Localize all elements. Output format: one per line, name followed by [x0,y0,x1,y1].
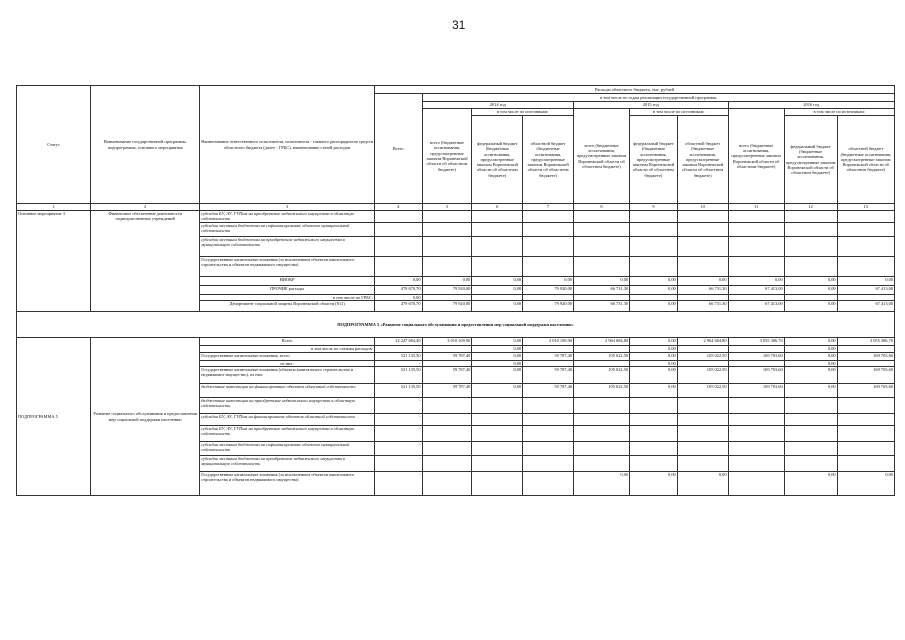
header-2014-sources: в том числе по источникам: [472,109,574,116]
value-cell [728,397,784,413]
value-cell [728,223,784,237]
value-cell: 105 022,50 [573,352,629,360]
header-2014-federal: федеральный бюджет (бюджетные ассигнования, предусмотренные законом Воронежской области об областном бюджете) [472,116,523,204]
value-cell [728,425,784,441]
header-2016-federal: федеральный бюджет (бюджетные ассигнования, предусмотренные законом Воронежской области об областном бюджете) [784,116,837,204]
value-cell: 0,00 [472,277,523,286]
value-cell: 0,00 [630,277,678,286]
value-cell [837,441,894,455]
value-cell: 0,00 [422,277,472,286]
value-cell [472,413,523,425]
value-cell [784,211,837,223]
value-cell [374,211,422,223]
value-cell: 0,00 [472,346,523,352]
value-cell: 0,00 [784,366,837,383]
value-cell: 0,00 [472,286,523,295]
value-cell [837,211,894,223]
value-cell: 0,00 [630,471,678,495]
header-program-name: Наименование государственной программы, подпрограммы, основного мероприятия [91,86,200,204]
row-label: бюджетные инвестиции на приобретение недвижимого имущества в областную собственность [200,397,375,413]
value-cell: 521 135,50 [374,366,422,383]
value-cell: 59 787,40 [523,383,574,397]
value-cell: 0,00 [784,338,837,346]
value-cell [374,257,422,277]
value-cell: 0,00 [784,471,837,495]
value-cell [784,257,837,277]
value-cell [837,425,894,441]
row-label: в том числе по ГРБС: [200,295,375,301]
value-cell [472,425,523,441]
value-cell [573,223,629,237]
value-cell: 479 670,70 [374,286,422,295]
value-cell [784,223,837,237]
value-cell: 169 703,60 [837,383,894,397]
value-cell [630,413,678,425]
value-cell: 0,00 [472,383,523,397]
value-cell: 521 135,50 [374,383,422,397]
value-cell: 59 787,40 [422,366,472,383]
value-cell: 67 413,00 [837,286,894,295]
value-cell: 105 022,50 [677,366,728,383]
value-cell: 169 703,60 [728,352,784,360]
value-cell: 521 135,50 [374,352,422,360]
row-label: Государственные капитальные вложения, всего [200,352,375,360]
row-label: Государственные капитальные вложения (за исключением объектов капитального строительства и объектов недвижимого имущества) [200,471,375,495]
value-cell: 0,00 [837,277,894,286]
value-cell [422,455,472,471]
value-cell [472,471,523,495]
row-label: субсидии местным бюджетам на приобретение недвижимого имущества в муниципальную собственность [200,237,375,257]
value-cell: - [374,413,422,425]
value-cell [422,211,472,223]
value-cell: 3 055 386,70 [728,338,784,346]
value-cell: 0,00 [573,277,629,286]
header-2015-federal: федеральный бюджет (бюджетные ассигнования, предусмотренные законом Воронежской области об областном бюджете) [630,116,678,204]
value-cell [472,237,523,257]
value-cell [422,257,472,277]
row-label: ПРОЧИЕ расходы [200,286,375,295]
value-cell: 0,00 [630,360,678,366]
value-cell [422,223,472,237]
value-cell [784,455,837,471]
column-number: 2 [91,204,200,211]
value-cell [523,237,574,257]
value-cell [472,441,523,455]
value-cell [837,223,894,237]
value-cell: 0,00 [630,352,678,360]
budget-table [16,85,895,496]
value-cell [784,413,837,425]
value-cell: 66 731,30 [677,301,728,312]
value-cell: 0,00 [472,360,523,366]
table-row [17,338,895,346]
value-cell [472,397,523,413]
value-cell [422,237,472,257]
value-cell: - [374,471,422,495]
value-cell [472,223,523,237]
row-label: субсидии местным бюджетам на приобретение недвижимого имущества в муниципальную собственность [200,455,375,471]
header-2015-all: всего (бюджетные ассигнования, предусмотренные законом Воронежской области об областном бюджете) [573,109,629,204]
value-cell: 0,00 [630,383,678,397]
value-cell: 0,00 [784,301,837,312]
value-cell [630,223,678,237]
value-cell: - [374,397,422,413]
header-2016-all: всего (бюджетные ассигнования, предусмотренные законом Воронежской области об областном бюджете) [728,109,784,204]
value-cell: 0,00 [630,338,678,346]
value-cell: 59 787,40 [523,366,574,383]
value-cell [472,455,523,471]
header-executor-name: Наименование ответственного исполнителя, исполнителя - главного распорядителя средств областного бюджета (далее - ГРБС), наименование статей расходов [200,86,375,204]
value-cell: 0,00 [630,346,678,352]
value-cell [422,397,472,413]
header-year-2016: 2016 год [728,102,894,109]
header-2015-regional: областной бюджет (бюджетные ассигнования, предусмотренные законом Воронежской области об областном бюджете) [677,116,728,204]
row-label: Всего [200,338,375,346]
header-2014-regional: областной бюджет (бюджетные ассигнования, предусмотренные законом Воронежской области об областном бюджете) [523,116,574,204]
value-cell: 0,00 [630,301,678,312]
value-cell [523,455,574,471]
value-cell: 0,00 [784,277,837,286]
column-number: 6 [472,204,523,211]
column-number: 9 [630,204,678,211]
value-cell [630,455,678,471]
value-cell [728,471,784,495]
header-2016-regional: областной бюджет (бюджетные ассигнования, предусмотренные законом Воронежской области об областном бюджете) [837,116,894,204]
column-number: 12 [784,204,837,211]
value-cell: 67 413,00 [837,301,894,312]
value-cell [728,237,784,257]
value-cell [422,425,472,441]
column-number: 13 [837,204,894,211]
value-cell [630,257,678,277]
value-cell [630,237,678,257]
value-cell: 0,00 [630,286,678,295]
subprogram-title-row [17,312,895,338]
value-cell: 22 247 684,40 [374,338,422,346]
value-cell [472,257,523,277]
value-cell: 2 964 684,80 [573,338,629,346]
value-cell [422,441,472,455]
value-cell [523,471,574,495]
value-cell [523,425,574,441]
value-cell [573,397,629,413]
row-label: субсидии БУ, АУ, ГУПам на приобретение недвижимого имущества в областную собственность [200,425,375,441]
column-number: 4 [374,204,422,211]
header-year-2015: 2015 год [573,102,728,109]
value-cell [728,413,784,425]
value-cell: 79 920,00 [523,301,574,312]
row-label: субсидии местным бюджетам на софинансирование объектов муниципальной собственности [200,223,375,237]
value-cell [630,441,678,455]
value-cell [523,223,574,237]
value-cell [523,211,574,223]
value-cell: 105 022,50 [573,383,629,397]
row-label: из них: [200,360,375,366]
header-by-years: в том числе по годам реализации государственной программы [422,94,894,102]
value-cell [728,441,784,455]
value-cell [573,237,629,257]
program-name-cell: Финансовое обеспечение деятельности подведомственных учреждений [91,211,200,312]
value-cell [728,211,784,223]
header-expenses-title: Расходы областного бюджета, тыс. рублей [374,86,894,94]
value-cell [677,441,728,455]
value-cell: - [374,360,422,366]
column-number: 1 [17,204,91,211]
value-cell: 59 787,40 [422,352,472,360]
value-cell [573,455,629,471]
value-cell: 0,00 [472,352,523,360]
header-2016-sources: в том числе по источникам: [784,109,894,116]
value-cell [677,413,728,425]
value-cell: 3 010 109,90 [523,338,574,346]
column-number: 11 [728,204,784,211]
value-cell: 3 055 386,70 [837,338,894,346]
value-cell [677,237,728,257]
value-cell [523,413,574,425]
value-cell [677,455,728,471]
row-label: Департамент социальной защиты Воронежской области (811) [200,301,375,312]
row-label: бюджетные инвестиции на финансирование объектов областной собственности [200,383,375,397]
value-cell [523,257,574,277]
value-cell [784,441,837,455]
subprogram-title: ПОДПРОГРАММА 5 «Развитие социального обслуживания и предоставления мер социальной поддержки населению» [17,312,895,338]
value-cell [472,211,523,223]
row-label: субсидии местным бюджетам на софинансирование объектов муниципальной собственности [200,441,375,455]
value-cell: 479 670,70 [374,301,422,312]
value-cell [728,257,784,277]
value-cell [837,397,894,413]
value-cell [523,441,574,455]
value-cell [630,397,678,413]
value-cell: 59 787,40 [422,383,472,397]
value-cell: 3 010 109,90 [422,338,472,346]
value-cell: 0,00 [523,277,574,286]
status-cell: ПОДПРОГРАММА 5 [17,338,91,496]
row-label: в том числе по статьям расходов: [200,346,375,352]
value-cell [677,257,728,277]
value-cell [837,237,894,257]
value-cell: 67 413,00 [728,286,784,295]
value-cell: - [374,441,422,455]
value-cell: 105 022,50 [677,383,728,397]
row-label: субсидии БУ, АУ, ГУПам на приобретение недвижимого имущества в областную собственность [200,211,375,223]
column-number: 5 [422,204,472,211]
value-cell: 169 703,60 [728,366,784,383]
value-cell [573,413,629,425]
page-number: 31 [452,18,466,32]
value-cell: 0,00 [784,383,837,397]
value-cell: 0,00 [677,277,728,286]
value-cell: 0,00 [573,471,629,495]
row-label: субсидии БУ, АУ, ГУПам на финансирование объектов областной собственности [200,413,375,425]
value-cell: 169 703,60 [837,352,894,360]
value-cell: 0,00 [472,366,523,383]
value-cell: 169 703,60 [728,383,784,397]
value-cell: 0,00 [728,277,784,286]
value-cell [573,257,629,277]
value-cell [630,425,678,441]
value-cell: 67 413,00 [728,301,784,312]
value-cell: 105 022,50 [677,352,728,360]
value-cell: 0,00 [374,295,422,301]
value-cell [422,471,472,495]
value-cell [837,413,894,425]
row-label: Государственные капитальные вложения (объекты капитального строительства и недвижимое имущество), из них: [200,366,375,383]
program-name-cell: Развитие социального обслуживания и предоставления мер социальной поддержки населению [91,338,200,496]
status-cell: Основное мероприятие 3 [17,211,91,312]
value-cell: 2 964 684,80 [677,338,728,346]
column-number: 10 [677,204,728,211]
value-cell: 0,00 [837,471,894,495]
value-cell: 0,00 [630,366,678,383]
value-cell: 0,00 [677,471,728,495]
value-cell [677,211,728,223]
value-cell: 0,00 [472,301,523,312]
header-2015-sources: в том числе по источникам: [630,109,728,116]
value-cell: 0,00 [784,346,837,352]
value-cell [630,211,678,223]
value-cell [837,257,894,277]
row-label: НИОКР [200,277,375,286]
value-cell: 0,00 [472,338,523,346]
value-cell [677,223,728,237]
value-cell: 0,00 [784,352,837,360]
value-cell: 0,00 [784,360,837,366]
column-number: 7 [523,204,574,211]
row-label: Государственные капитальные вложения (за исключением объектов капитального строительства и объектов недвижимого имущества) [200,257,375,277]
value-cell [728,455,784,471]
header-2014-all: всего (бюджетные ассигнования, предусмотренные законом Воронежской области об областном бюджете) [422,109,472,204]
value-cell: 59 787,40 [523,352,574,360]
value-cell: 105 022,50 [573,366,629,383]
header-year-2014: 2014 год [422,102,573,109]
value-cell [784,425,837,441]
table-row [17,211,895,223]
value-cell [422,413,472,425]
value-cell [573,425,629,441]
value-cell [784,237,837,257]
value-cell [374,223,422,237]
column-number: 3 [200,204,375,211]
value-cell [677,397,728,413]
value-cell [573,441,629,455]
value-cell: 79 920,00 [523,286,574,295]
value-cell [573,211,629,223]
column-number: 8 [573,204,629,211]
value-cell: - [374,425,422,441]
value-cell [784,397,837,413]
header-status: Статус [17,86,91,204]
value-cell: 66 731,30 [677,286,728,295]
value-cell [523,397,574,413]
value-cell: 79 920,00 [422,301,472,312]
value-cell: 169 703,60 [837,366,894,383]
value-cell [677,425,728,441]
value-cell: - [374,455,422,471]
value-cell [837,455,894,471]
value-cell: 66 731,30 [573,286,629,295]
value-cell: 0,00 [374,277,422,286]
value-cell: 79 920,00 [422,286,472,295]
value-cell: 66 731,30 [573,301,629,312]
header-total: Всего [374,94,422,204]
value-cell: 0,00 [784,286,837,295]
value-cell [374,237,422,257]
